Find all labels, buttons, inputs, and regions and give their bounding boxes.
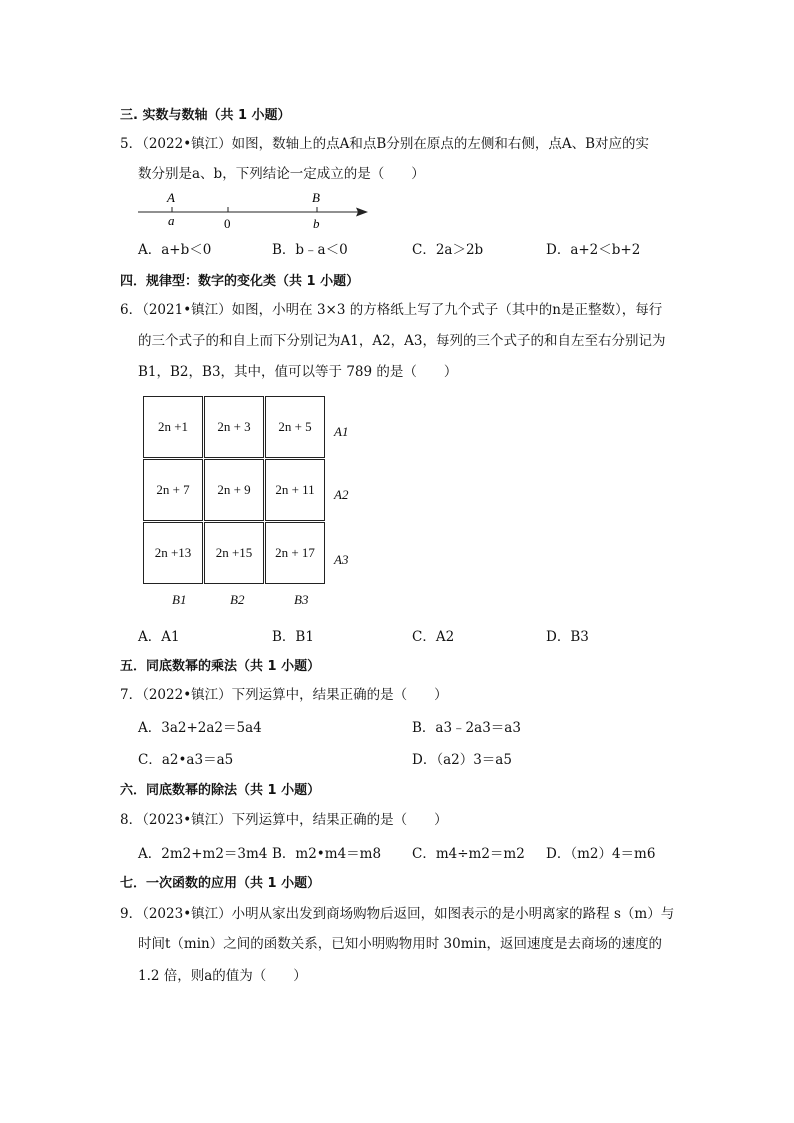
q7-option-a: A．3a2+2a2＝5a4: [138, 720, 262, 736]
question-source: （2022•镇江）: [142, 687, 232, 703]
question-5-line-2: 数分别是a、b，下列结论一定成立的是（ ）: [138, 166, 425, 182]
q6-option-a: A．A1: [138, 629, 180, 645]
q8-option-d: D．（m2）4＝m6: [546, 846, 656, 862]
expression-grid: [143, 396, 325, 585]
question-5-line-1: [120, 134, 649, 154]
question-9-line-3: 1.2 倍，则a的值为（ ）: [138, 968, 307, 984]
q6-option-b: B．B1: [272, 629, 314, 645]
q5-option-a: A．a+b＜0: [138, 242, 212, 258]
question-number: 7．: [120, 687, 143, 703]
question-number: 5．: [120, 136, 143, 152]
point-label-B: B: [312, 190, 320, 205]
section-title-7: 七．一次函数的应用（共 1 小题）: [120, 876, 321, 891]
value-label-0: 0: [224, 216, 231, 231]
question-text: 如图，小明在 3×3 的方格纸上写了九个式子（其中的n是正整数），每行: [231, 302, 663, 318]
question-6-line-3: B1，B2，B3，其中，值可以等于 789 的是（ ）: [138, 364, 458, 380]
point-label-A: A: [167, 190, 175, 205]
question-6-line-1: [120, 300, 662, 320]
question-source: （2021•镇江）: [142, 302, 232, 318]
q7-option-d: D．（a2）3＝a5: [412, 752, 512, 768]
col-label-b3: B3: [294, 592, 309, 607]
value-label-b: b: [313, 216, 320, 231]
question-9-line-2: 时间t（min）之间的函数关系，已知小明购物用时 30min，返回速度是去商场的速度的: [138, 936, 663, 952]
q7-option-c: C．a2•a3＝a5: [138, 752, 234, 768]
question-text: 如图，数轴上的点A和点B分别在原点的左侧和右侧，点A、B对应的实: [231, 136, 650, 152]
section-title-6: 六．同底数幂的除法（共 1 小题）: [120, 783, 321, 798]
col-label-b2: B2: [230, 592, 245, 607]
grid-cell-r2c3: 2n + 11: [265, 459, 325, 521]
q8-option-a: A．2m2+m2＝3m4: [138, 846, 268, 862]
grid-cell-r3c2: 2n +15: [204, 522, 264, 584]
q5-option-c: C．2a＞2b: [412, 242, 484, 258]
grid-cell-r1c1: 2n +1: [143, 396, 203, 458]
row-label-a1: A1: [334, 424, 349, 439]
question-source: （2023•镇江）: [142, 906, 232, 922]
question-text: 下列运算中，结果正确的是（ ）: [231, 812, 448, 828]
q8-option-c: C．m4÷m2＝m2: [412, 846, 525, 862]
q6-option-d: D．B3: [546, 629, 589, 645]
grid-cell-r2c1: 2n + 7: [143, 459, 203, 521]
grid-cell-r3c1: 2n +13: [143, 522, 203, 584]
grid-cell-r2c2: 2n + 9: [204, 459, 264, 521]
question-source: （2022•镇江）: [142, 136, 232, 152]
question-source: （2023•镇江）: [142, 812, 232, 828]
question-number: 6．: [120, 302, 143, 318]
col-label-b1: B1: [172, 592, 187, 607]
question-number: 8．: [120, 812, 143, 828]
question-number: 9．: [120, 906, 143, 922]
section-title-3: 三. 实数与数轴（共 1 小题）: [120, 108, 291, 123]
row-label-a3: A3: [334, 552, 349, 567]
question-text: 小明从家出发到商场购物后返回，如图表示的是小明离家的路程 s（m）与: [231, 906, 675, 922]
grid-cell-r1c3: 2n + 5: [265, 396, 325, 458]
q5-option-d: D．a+2＜b+2: [546, 242, 641, 258]
grid-cell-r1c2: 2n + 3: [204, 396, 264, 458]
q8-option-b: B．m2•m4＝m8: [272, 846, 382, 862]
question-7-line-1: [120, 685, 448, 705]
section-title-4: 四．规律型：数字的变化类（共 1 小题）: [120, 274, 360, 289]
number-line-figure: [136, 188, 376, 232]
q5-option-b: B．b﹣a＜0: [272, 242, 348, 258]
grid-cell-r3c3: 2n + 17: [265, 522, 325, 584]
q7-option-b: B．a3﹣2a3＝a3: [412, 720, 521, 736]
question-text: 下列运算中，结果正确的是（ ）: [231, 687, 448, 703]
question-6-line-2: 的三个式子的和自上而下分别记为A1，A2，A3，每列的三个式子的和自左至右分别记为: [138, 333, 666, 349]
question-8-line-1: [120, 810, 448, 830]
row-label-a2: A2: [334, 487, 349, 502]
value-label-a: a: [168, 213, 175, 228]
q6-option-c: C．A2: [412, 629, 455, 645]
question-9-line-1: [120, 904, 674, 924]
section-title-5: 五．同底数幂的乘法（共 1 小题）: [120, 659, 321, 674]
